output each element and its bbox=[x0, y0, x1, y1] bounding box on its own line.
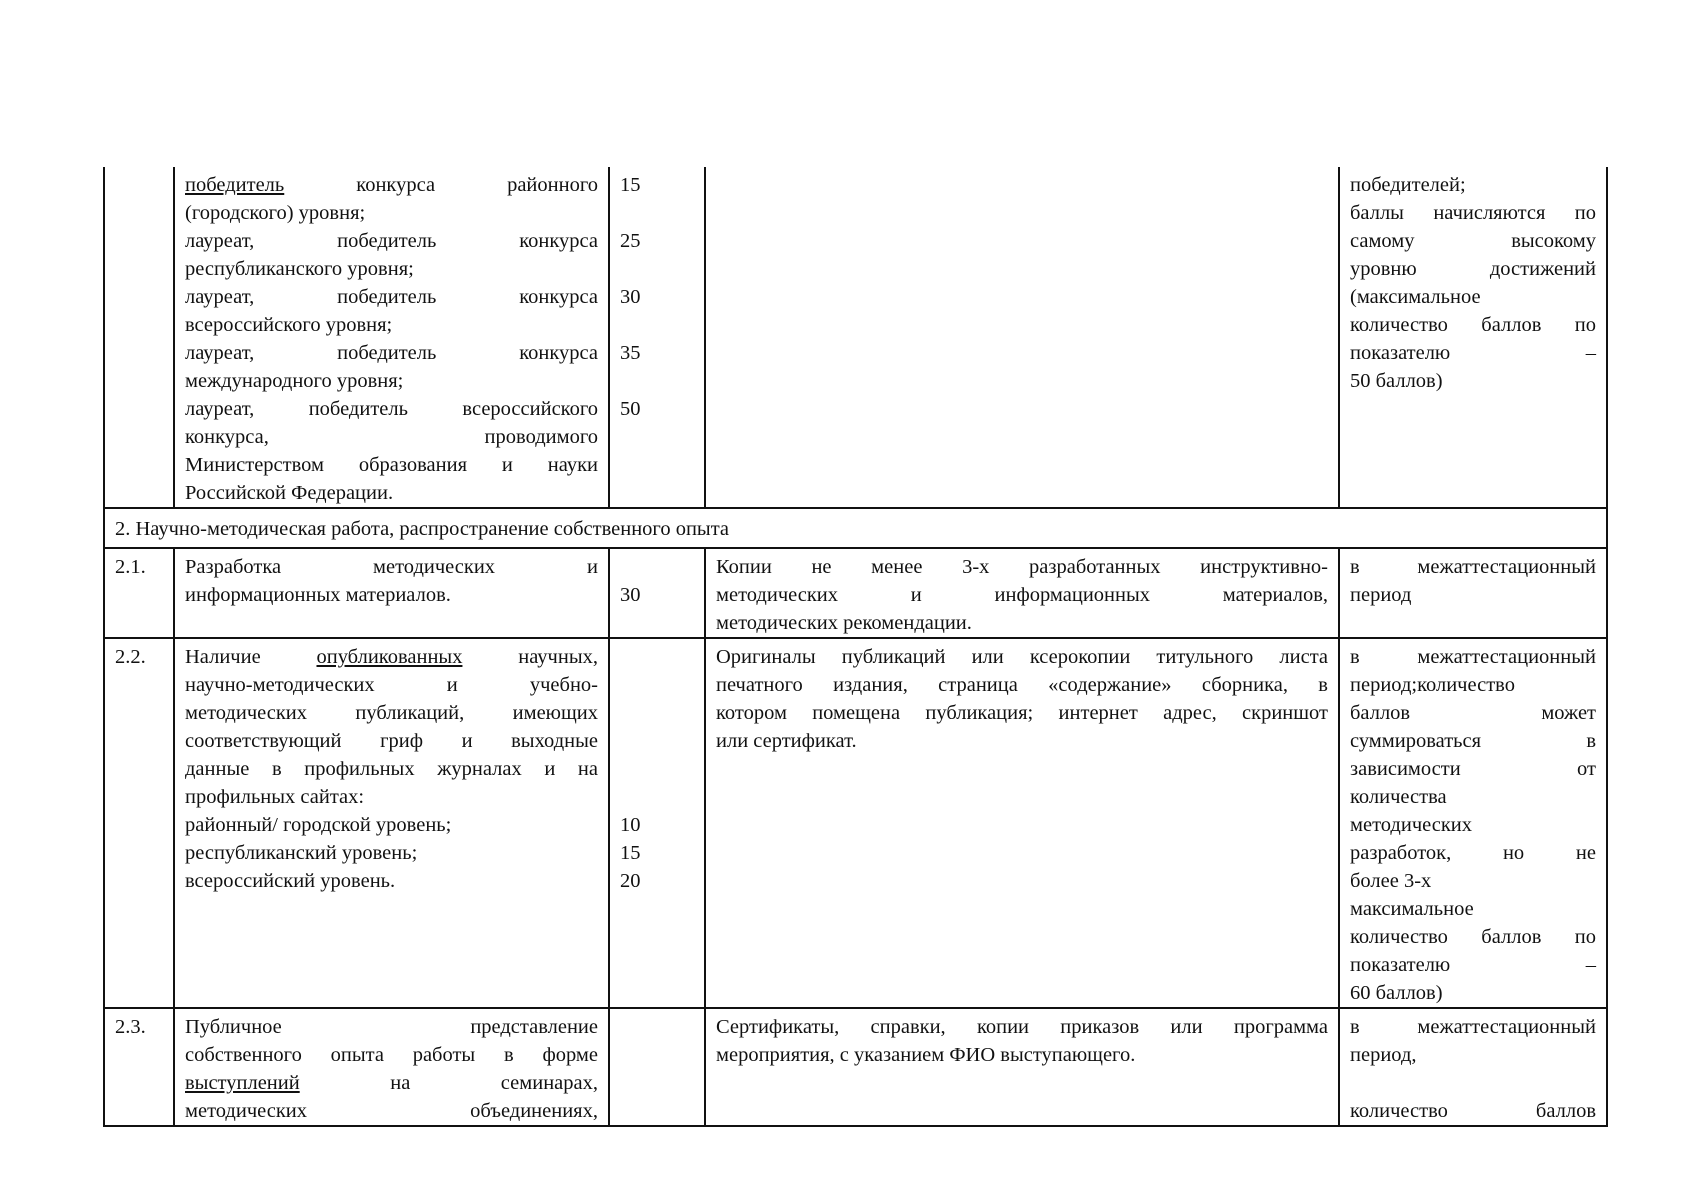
text-segment: собственного опыта работы в форме bbox=[185, 1044, 598, 1066]
text-line: печатного издания, страница «содержание» сборника, в bbox=[716, 674, 1328, 696]
notes-lines bbox=[1350, 553, 1596, 609]
text-line: баллы начисляются по bbox=[1350, 202, 1596, 224]
text-line bbox=[185, 727, 598, 755]
text-segment: методических объединениях, bbox=[185, 1100, 598, 1122]
text-segment: республиканского уровня; bbox=[185, 258, 414, 280]
text-segment: лауреат, победитель конкурса bbox=[185, 342, 598, 364]
text-line: 25 bbox=[620, 230, 641, 252]
text-line: информационных материалов. bbox=[185, 584, 451, 606]
text-line: котором помещена публикация; интернет адрес, скриншот bbox=[716, 702, 1328, 724]
text-line: Оригиналы публикаций или ксерокопии титульного листа bbox=[716, 646, 1328, 668]
text-segment: всероссийского уровня; bbox=[185, 314, 393, 336]
text-line: количество баллов по bbox=[1350, 926, 1596, 948]
text-line bbox=[185, 395, 598, 423]
text-line: максимальное bbox=[1350, 898, 1474, 920]
cell-criteria bbox=[174, 638, 609, 1008]
text-line: мероприятия, с указанием ФИО выступающего. bbox=[716, 1044, 1136, 1066]
underlined-text: опубликованных bbox=[316, 646, 463, 668]
text-line bbox=[620, 755, 694, 783]
section-header-row bbox=[104, 508, 1607, 548]
text-line bbox=[185, 1097, 598, 1125]
table-row-2-2 bbox=[104, 638, 1607, 1008]
text-line: 60 баллов) bbox=[1350, 982, 1443, 1004]
cell-criteria bbox=[174, 548, 609, 638]
text-line: 15 bbox=[620, 174, 641, 196]
text-line bbox=[620, 671, 694, 699]
text-line bbox=[185, 699, 598, 727]
text-line: 10 bbox=[620, 814, 641, 836]
text-line bbox=[620, 727, 694, 755]
text-line bbox=[185, 311, 598, 339]
text-segment: конкурса районного bbox=[284, 174, 598, 196]
text-line: методических рекомендации. bbox=[716, 612, 972, 634]
text-line bbox=[185, 479, 598, 507]
table-row-2-3 bbox=[104, 1008, 1607, 1126]
text-line: уровню достижений bbox=[1350, 258, 1596, 280]
text-segment: конкурса, проводимого bbox=[185, 426, 598, 448]
text-line: методических bbox=[1350, 814, 1473, 836]
text-line bbox=[185, 171, 598, 199]
text-segment: данные в профильных журналах и на bbox=[185, 758, 598, 780]
criteria-lines bbox=[185, 1013, 598, 1125]
notes-lines bbox=[1350, 643, 1596, 1007]
text-line bbox=[185, 339, 598, 367]
text-line bbox=[620, 699, 694, 727]
text-segment: международного уровня; bbox=[185, 370, 404, 392]
underlined-text: победитель bbox=[185, 174, 285, 196]
criteria-lines bbox=[185, 643, 598, 895]
text-line bbox=[185, 783, 598, 811]
text-line: победителей; bbox=[1350, 174, 1466, 196]
text-line: (максимальное bbox=[1350, 286, 1481, 308]
text-line bbox=[620, 553, 694, 581]
text-line bbox=[185, 1069, 598, 1097]
text-line: самому высокому bbox=[1350, 230, 1596, 252]
text-segment: соответствующий гриф и выходные bbox=[185, 730, 598, 752]
cell-criteria bbox=[174, 167, 609, 508]
text-segment: методических публикаций, имеющих bbox=[185, 702, 598, 724]
text-line bbox=[185, 199, 598, 227]
criteria-lines bbox=[185, 171, 598, 507]
text-line: в межаттестационный bbox=[1350, 1016, 1596, 1038]
text-segment: Наличие bbox=[185, 646, 317, 668]
table-row-continuation bbox=[104, 167, 1607, 508]
points-lines bbox=[620, 643, 694, 895]
text-line bbox=[1350, 1069, 1596, 1097]
text-line: в межаттестационный bbox=[1350, 556, 1596, 578]
cell-points bbox=[609, 548, 705, 638]
text-line: или сертификат. bbox=[716, 730, 857, 752]
cell-notes bbox=[1339, 1008, 1607, 1126]
text-line bbox=[185, 451, 598, 479]
cell-notes bbox=[1339, 638, 1607, 1008]
text-line: суммироваться в bbox=[1350, 730, 1596, 752]
text-line bbox=[185, 1041, 598, 1069]
text-segment: лауреат, победитель конкурса bbox=[185, 230, 598, 252]
text-line: показателю – bbox=[1350, 954, 1596, 976]
text-line: разработок, но не bbox=[1350, 842, 1596, 864]
text-segment: Российской Федерации. bbox=[185, 482, 394, 504]
text-segment: профильных сайтах: bbox=[185, 786, 365, 808]
cell-documents bbox=[705, 638, 1339, 1008]
notes-lines bbox=[1350, 171, 1596, 395]
text-line bbox=[185, 811, 598, 839]
cell-documents bbox=[705, 1008, 1339, 1126]
cell-criteria bbox=[174, 1008, 609, 1126]
text-line bbox=[185, 283, 598, 311]
cell-points bbox=[609, 1008, 705, 1126]
text-line bbox=[620, 255, 694, 283]
text-line bbox=[185, 227, 598, 255]
text-line: 20 bbox=[620, 870, 641, 892]
text-line: 30 bbox=[620, 286, 641, 308]
text-line: 35 bbox=[620, 342, 641, 364]
text-segment: всероссийский уровень. bbox=[185, 870, 396, 892]
text-segment: районный/ городской уровень; bbox=[185, 814, 452, 836]
text-segment: научных, bbox=[462, 646, 598, 668]
text-segment: (городского) уровня; bbox=[185, 202, 366, 224]
underlined-text: выступлений bbox=[185, 1072, 300, 1094]
notes-lines bbox=[1350, 1013, 1596, 1125]
text-segment: научно-методических и учебно- bbox=[185, 674, 598, 696]
text-line bbox=[620, 199, 694, 227]
criteria-lines bbox=[185, 553, 598, 609]
points-lines bbox=[620, 553, 694, 609]
table-row-2-1 bbox=[104, 548, 1607, 638]
text-segment: лауреат, победитель конкурса bbox=[185, 286, 598, 308]
text-line bbox=[185, 839, 598, 867]
text-line: период bbox=[1350, 584, 1412, 606]
text-line bbox=[185, 671, 598, 699]
text-line: количество баллов bbox=[1350, 1100, 1596, 1122]
text-line bbox=[185, 867, 598, 895]
text-line bbox=[185, 643, 598, 671]
cell-number: 2.3. bbox=[104, 1008, 174, 1126]
text-segment: Министерством образования и науки bbox=[185, 454, 598, 476]
text-line bbox=[185, 423, 598, 451]
cell-number: 2.2. bbox=[104, 638, 174, 1008]
text-line: Сертификаты, справки, копии приказов или программа bbox=[716, 1016, 1328, 1038]
cell-number: 2.1. bbox=[104, 548, 174, 638]
section-title: 2. Научно-методическая работа, распространение собственного опыта bbox=[104, 508, 1607, 548]
text-line: период, bbox=[1350, 1044, 1417, 1066]
cell-documents bbox=[705, 167, 1339, 508]
text-line bbox=[620, 643, 694, 671]
text-segment: республиканский уровень; bbox=[185, 842, 418, 864]
cell-notes bbox=[1339, 548, 1607, 638]
text-line: количества bbox=[1350, 786, 1447, 808]
text-segment: лауреат, победитель всероссийского bbox=[185, 398, 598, 420]
criteria-table bbox=[103, 167, 1608, 1127]
text-line bbox=[185, 367, 598, 395]
documents-lines bbox=[716, 643, 1328, 755]
text-line bbox=[620, 783, 694, 811]
text-line bbox=[185, 255, 598, 283]
text-line: 50 bbox=[620, 398, 641, 420]
text-line: методических и информационных материалов, bbox=[716, 584, 1328, 606]
cell-points bbox=[609, 167, 705, 508]
text-line: показателю – bbox=[1350, 342, 1596, 364]
text-line bbox=[185, 1013, 598, 1041]
text-segment: Публичное представление bbox=[185, 1016, 598, 1038]
text-line: Копии не менее 3-х разработанных инструктивно- bbox=[716, 556, 1328, 578]
text-line: Разработка методических и bbox=[185, 556, 598, 578]
cell-notes bbox=[1339, 167, 1607, 508]
text-line: период;количество bbox=[1350, 674, 1515, 696]
cell-documents bbox=[705, 548, 1339, 638]
text-segment: на семинарах, bbox=[299, 1072, 598, 1094]
text-line: баллов может bbox=[1350, 702, 1596, 724]
text-line: в межаттестационный bbox=[1350, 646, 1596, 668]
document-page bbox=[103, 167, 1606, 1122]
text-line bbox=[620, 367, 694, 395]
text-line: количество баллов по bbox=[1350, 314, 1596, 336]
text-line: зависимости от bbox=[1350, 758, 1596, 780]
documents-lines bbox=[716, 1013, 1328, 1069]
text-line bbox=[185, 755, 598, 783]
text-line: 15 bbox=[620, 842, 641, 864]
documents-lines bbox=[716, 553, 1328, 637]
cell-number bbox=[104, 167, 174, 508]
text-line: более 3-х bbox=[1350, 870, 1432, 892]
text-line: 50 баллов) bbox=[1350, 370, 1443, 392]
text-line: 30 bbox=[620, 584, 641, 606]
cell-points bbox=[609, 638, 705, 1008]
points-lines bbox=[620, 171, 694, 423]
text-line bbox=[620, 311, 694, 339]
